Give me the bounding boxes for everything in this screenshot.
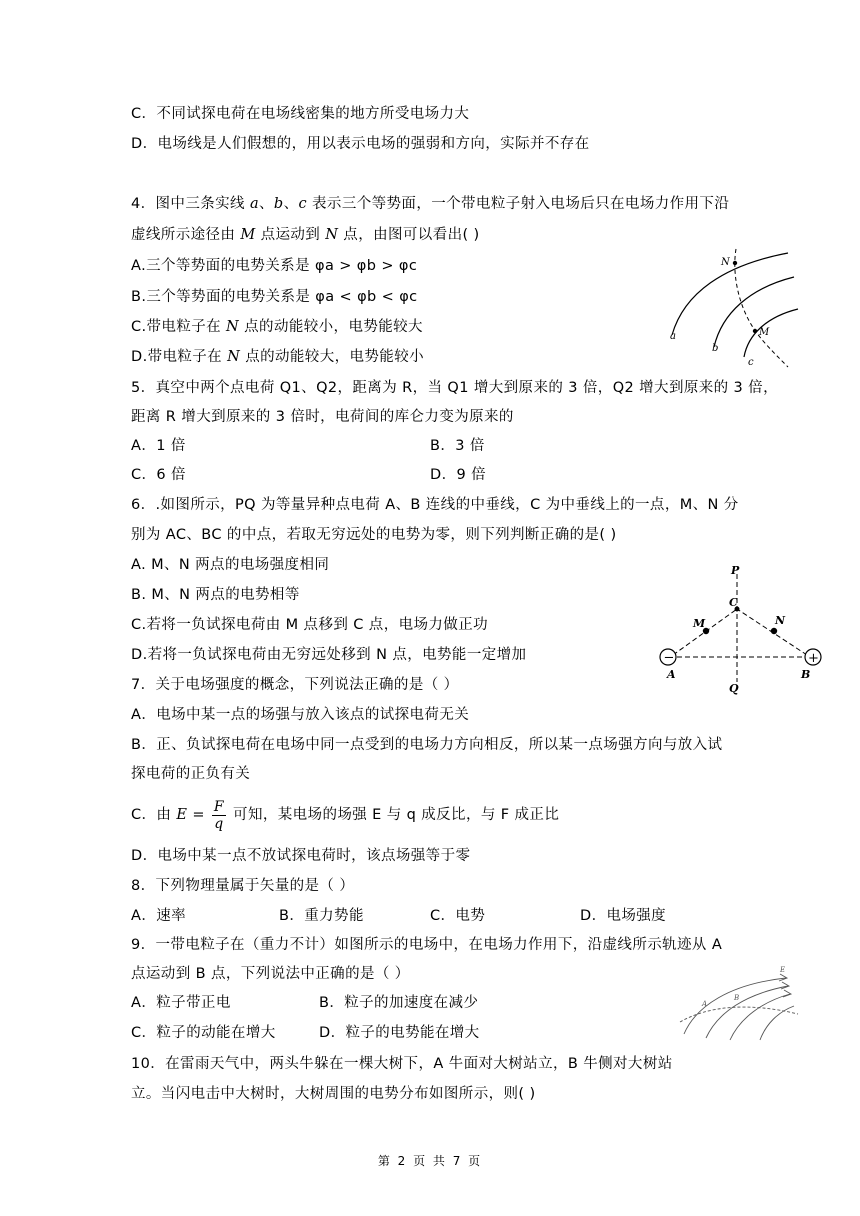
q6-label-p: P [731,564,740,577]
q4-trajectory [735,249,788,367]
q9-field-line-2 [706,986,788,1038]
q4-label-a: a [670,331,676,342]
q4-stem-line2: 虚线所示途径由 M 点运动到 N 点，由图可以看出( ) [131,227,480,243]
q6-label-q: Q [729,682,739,695]
q10-stem-line2: 立。当闪电击中大树时，大树周围的电势分布如图所示，则( ) [131,1086,536,1102]
q4-option-a: A.三个等势面的电势关系是 φa > φb > φc [131,258,418,274]
q8-option-d: D．电场强度 [580,908,667,924]
q9-field-line-4 [760,1006,794,1040]
q4-label-n: N [721,257,730,268]
q6-label-c: C [729,596,738,609]
q6-point-n [771,628,777,634]
q7-option-b-line2: 探电荷的正负有关 [131,766,251,782]
q5-option-d: D．9 倍 [430,467,486,483]
q7-stem: 7．关于电场强度的概念，下列说法正确的是（ ） [131,677,459,693]
q8-option-a: A．速率 [131,908,187,924]
q6-option-d: D.若将一负试探电荷由无穷远处移到 N 点，电势能一定增加 [131,647,527,663]
q3-option-c: C．不同试探电荷在电场线密集的地方所受电场力大 [131,106,470,122]
q3-option-d: D．电场线是人们假想的，用以表示电场的强弱和方向，实际并不存在 [131,136,590,152]
q8-option-c: C．电势 [430,908,486,924]
q6-label-b: B [801,668,811,681]
q6-option-b: B. M、N 两点的电势相等 [131,587,300,603]
q9-label-b: B [734,994,740,1002]
q6-plus-sign: + [808,651,819,666]
q4-point-n [733,261,737,265]
q9-option-a: A．粒子带正电 [131,995,231,1011]
q8-stem: 8．下列物理量属于矢量的是（ ） [131,878,355,894]
q8-option-b: B．重力势能 [279,908,364,924]
q9-stem-line2: 点运动到 B 点，下列说法中正确的是（ ） [131,966,410,982]
q4-label-b: b [712,343,719,354]
q6-stem-line1: 6．.如图所示，PQ 为等量异种点电荷 A、B 连线的中垂线，C 为中垂线上的一点，M、N 分 [131,497,739,513]
q6-option-c: C.若将一负试探电荷由 M 点移到 C 点，电场力做正功 [131,617,489,633]
q9-option-b: B．粒子的加速度在减少 [319,995,479,1011]
q10-stem-line1: 10．在雷雨天气中，两头牛躲在一棵大树下，A 牛面对大树站立，B 牛侧对大树站 [131,1056,673,1072]
q7-option-c: C．由 E = $\frac{F}{q}$ 可知，某电场的场强 E 与 q 成反比，与 F 成正比 [131,798,560,832]
q9-arrow-1 [779,974,787,981]
q7-option-d: D．电场中某一点不放试探电荷时，该点场强等于零 [131,848,471,864]
q4-equipotential-figure [662,243,802,371]
q4-label-c: c [748,357,754,368]
q6-charges-figure [655,560,830,698]
q5-option-b: B．3 倍 [430,438,485,454]
q7-fraction-f-over-q: $\frac{F}{q}$ [213,798,225,832]
q4-stem-line1: 4．图中三条实线 a、b、c 表示三个等势面，一个带电粒子射入电场后只在电场力作用下沿 [131,196,730,212]
q9-label-e: E [780,966,786,974]
q4-label-m: M [759,327,770,338]
q9-trajectory [680,1007,798,1022]
q6-minus-sign: − [663,650,675,666]
q5-stem-line1: 5．真空中两个点电荷 Q1、Q2，距离为 R，当 Q1 增大到原来的 3 倍，Q2 增大到原来的 3 倍， [131,380,778,396]
q7-option-b-line1: B．正、负试探电荷在电场中同一点受到的电场力方向相反，所以某一点场强方向与放入试 [131,737,723,753]
q7-option-a: A．电场中某一点的场强与放入该点的试探电荷无关 [131,707,470,723]
q6-option-a: A. M、N 两点的电场强度相同 [131,557,330,573]
q4-option-d: D.带电粒子在 N 点的动能较大，电势能较小 [131,349,424,365]
q4-curve-b [714,277,794,347]
q6-label-n: N [775,614,786,627]
q9-stem-line1: 9．一带电粒子在（重力不计）如图所示的电场中，在电场力作用下，沿虚线所示轨迹从 A [131,937,723,953]
q9-option-c: C．粒子的动能在增大 [131,1025,276,1041]
q4-point-m [753,329,757,333]
q4-curve-a [672,253,788,335]
q4-option-c: C.带电粒子在 N 点的动能较小，电势能较大 [131,319,423,335]
q6-stem-line2: 别为 AC、BC 的中点，若取无穷远处的电势为零，则下列判断正确的是( ) [131,527,617,543]
q6-label-a: A [667,668,676,681]
q4-curve-c [744,309,798,357]
q5-option-a: A．1 倍 [131,438,186,454]
page-footer: 第 2 页 共 7 页 [377,1154,483,1168]
q5-stem-line2: 距离 R 增大到原来的 3 倍时，电荷间的库仑力变为原来的 [131,409,514,425]
q4-option-b: B.三个等势面的电势关系是 φa < φb < φc [131,289,418,305]
q9-arrow-2 [781,982,789,989]
q6-label-m: M [693,617,706,630]
q9-field-lines-figure [678,962,806,1042]
q9-label-a: A [702,1000,708,1008]
q9-option-d: D．粒子的电势能在增大 [319,1025,480,1041]
q5-option-c: C．6 倍 [131,467,186,483]
